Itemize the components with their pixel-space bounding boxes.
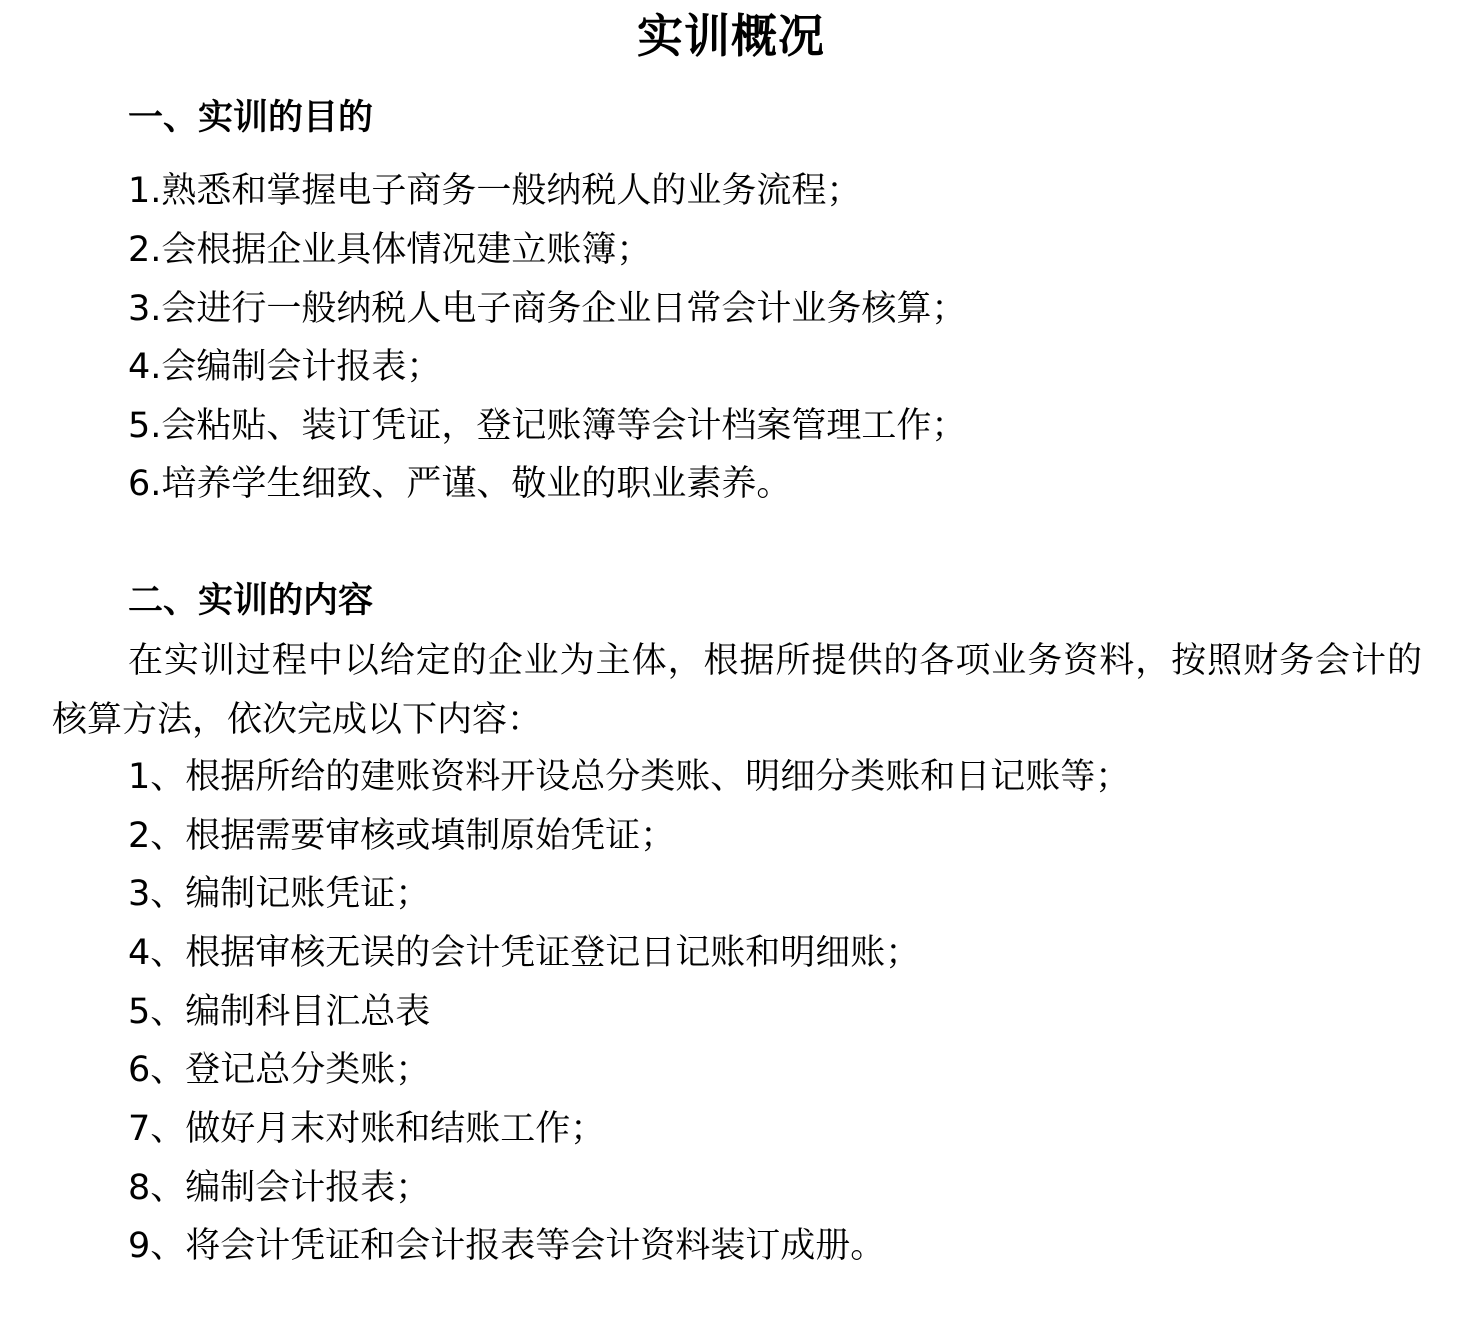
content-intro-paragraph: 在实训过程中以给定的企业为主体，根据所提供的各项业务资料，按照财务会计的核算方法，依次完成以下内容： <box>52 641 1422 740</box>
purpose-item: 4.会编制会计报表； <box>128 347 442 387</box>
content-item: 5、编制科目汇总表 <box>128 992 431 1032</box>
section-heading-content: 二、实训的内容 <box>128 581 374 621</box>
purpose-item: 3.会进行一般纳税人电子商务企业日常会计业务核算； <box>128 289 967 329</box>
content-item: 9、将会计凭证和会计报表等会计资料装订成册。 <box>128 1226 886 1266</box>
purpose-item: 6.培养学生细致、严谨、敬业的职业素养。 <box>128 464 792 504</box>
purpose-item: 2.会根据企业具体情况建立账簿； <box>128 230 652 270</box>
page-title: 实训概况 <box>637 9 825 63</box>
purpose-item: 5.会粘贴、装订凭证，登记账簿等会计档案管理工作； <box>128 406 967 446</box>
content-item: 2、根据需要审核或填制原始凭证； <box>128 816 676 856</box>
content-item: 7、做好月末对账和结账工作； <box>128 1109 606 1149</box>
content-item: 4、根据审核无误的会计凭证登记日记账和明细账； <box>128 933 921 973</box>
content-item: 8、编制会计报表； <box>128 1168 431 1208</box>
content-item: 3、编制记账凭证； <box>128 874 431 914</box>
content-item: 1、根据所给的建账资料开设总分类账、明细分类账和日记账等； <box>128 757 1131 797</box>
purpose-item: 1.熟悉和掌握电子商务一般纳税人的业务流程； <box>128 171 862 211</box>
section-heading-purpose: 一、实训的目的 <box>128 98 374 138</box>
content-item: 6、登记总分类账； <box>128 1050 431 1090</box>
